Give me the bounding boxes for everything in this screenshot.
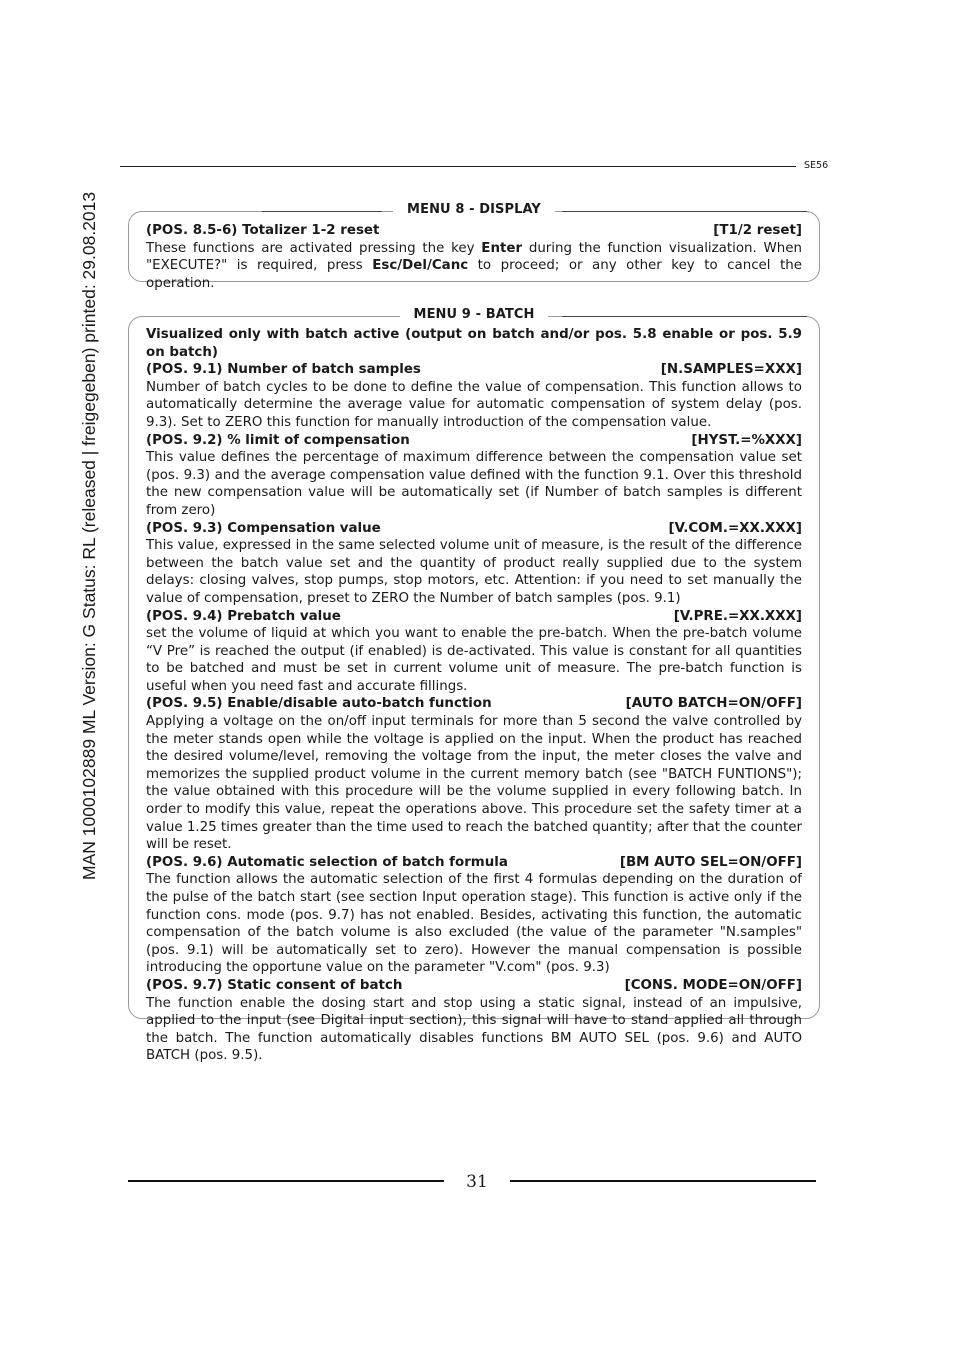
key-enter: Enter [481, 240, 523, 256]
menu-8-item-text: These functions are activated pressing the key Enter during the function visualization. When "EXECUTE?" is required, press Esc/Del/Canc to proceed; or any other key to cancel the operation. [146, 240, 802, 291]
item-header-9-1: (POS. 9.1) Number of batch samples [N.SAMPLES=XXX] [146, 362, 802, 378]
item-text-9-5: Applying a voltage on the on/off input terminals for more than 5 second the valve controlled by the meter stands open while the voltage is applied on the input. When the product has reached the desired volume/level, removing the voltage from the input, the meter closes the valve and memorizes the supplied product volume in the current memory batch (see "BATCH FUNTIONS"); the value obtained with this procedure will be the volume supplied in every following batch. In order to modify this value, repeat the operations above. This procedure set the safety timer at a value 1.25 times greater than the time used to reach the batched quantity; after that the counter will be reset. [146, 714, 802, 853]
header-rule [120, 166, 796, 167]
item-text-9-7: The function enable the dosing start and stop using a static signal, instead of an impulsive, applied to the input (see Digital input section), this signal will have to stand applied all through the batch. The function automatically disables functions BM AUTO SEL (pos. 9.6) and AUTO BATCH (pos. 9.5). [146, 995, 802, 1064]
menu-9-intro: Visualized only with batch active (output on batch and/or pos. 5.8 enable or pos. 5.9 on batch) [146, 327, 802, 360]
item-position: (POS. 8.5-6) Totalizer 1-2 reset [146, 223, 380, 238]
footer-rule-left [128, 1180, 444, 1182]
item-header-9-5: (POS. 9.5) Enable/disable auto-batch function [AUTO BATCH=ON/OFF] [146, 696, 802, 712]
page-number: 31 [466, 1172, 488, 1192]
menu-8-title: MENU 8 - DISPLAY [129, 202, 819, 217]
item-header-9-7: (POS. 9.7) Static consent of batch [CONS. MODE=ON/OFF] [146, 977, 802, 993]
menu-8-box [128, 202, 820, 291]
menu-9-title: MENU 9 - BATCH [129, 307, 819, 322]
key-esc-del-canc: Esc/Del/Canc [372, 258, 469, 274]
item-header-9-3: (POS. 9.3) Compensation value [V.COM.=XX.XXX] [146, 520, 802, 536]
menu-8-item-header [146, 222, 802, 240]
menu-9-box [128, 307, 820, 1064]
footer-rule-right [510, 1180, 816, 1182]
item-text-9-6: The function allows the automatic selection of the first 4 formulas depending on the duration of the pulse of the batch start (see section Input operation stage). This function is active only if the function cons. mode (pos. 9.7) has not enabled. Besides, activating this function, the automatic compensation of the batch volume is also excluded (the value of the parameter "N.samples" (pos. 9.1) will be automatically set to zero). However the manual compensation is possible introducing the opportune value on the parameter "V.com" (pos. 9.3) [146, 872, 802, 976]
item-header-9-2: (POS. 9.2) % limit of compensation [HYST.=%XXX] [146, 432, 802, 448]
item-text-9-1: Number of batch cycles to be done to define the value of compensation. This function allows to automatically determine the average value for automatic compensation of system delay (pos. 9.3). Set to ZERO this function for manually introduction of the compensation value. [146, 379, 802, 430]
item-header-9-4: (POS. 9.4) Prebatch value [V.PRE.=XX.XXX] [146, 608, 802, 624]
document-code: SE56 [804, 160, 829, 171]
item-text-9-2: This value defines the percentage of maximum difference between the compensation value set (pos. 9.3) and the average compensation value defined with the function 9.1. Over this threshold the new compensation value will be automatically set (if Number of batch samples is different from zero) [146, 450, 802, 518]
item-text-9-4: set the volume of liquid at which you want to enable the pre-batch. When the pre-batch volume “V Pre” is reached the output (if enabled) is de-activated. This value is constant for all quantities to be batched and must be set in current volume unit of measure. The pre-batch function is useful when you need fast and accurate fillings. [146, 626, 802, 694]
item-code: [T1/2 reset] [713, 223, 802, 238]
item-text-9-3: This value, expressed in the same selected volume unit of measure, is the result of the difference between the batch value set and the quantity of product really supplied due to the system delays: closing valves, stop pumps, stop motors, etc. Attention: if you need to set manually the value of compensation, preset to ZERO the Number of batch samples (pos. 9.1) [146, 538, 802, 606]
item-header-9-6: (POS. 9.6) Automatic selection of batch formula [BM AUTO SEL=ON/OFF] [146, 854, 802, 870]
document-control-info: MAN 1000102889 ML Version: G Status: RL (released | freigegeben) printed: 29.08.2013 [79, 191, 99, 880]
